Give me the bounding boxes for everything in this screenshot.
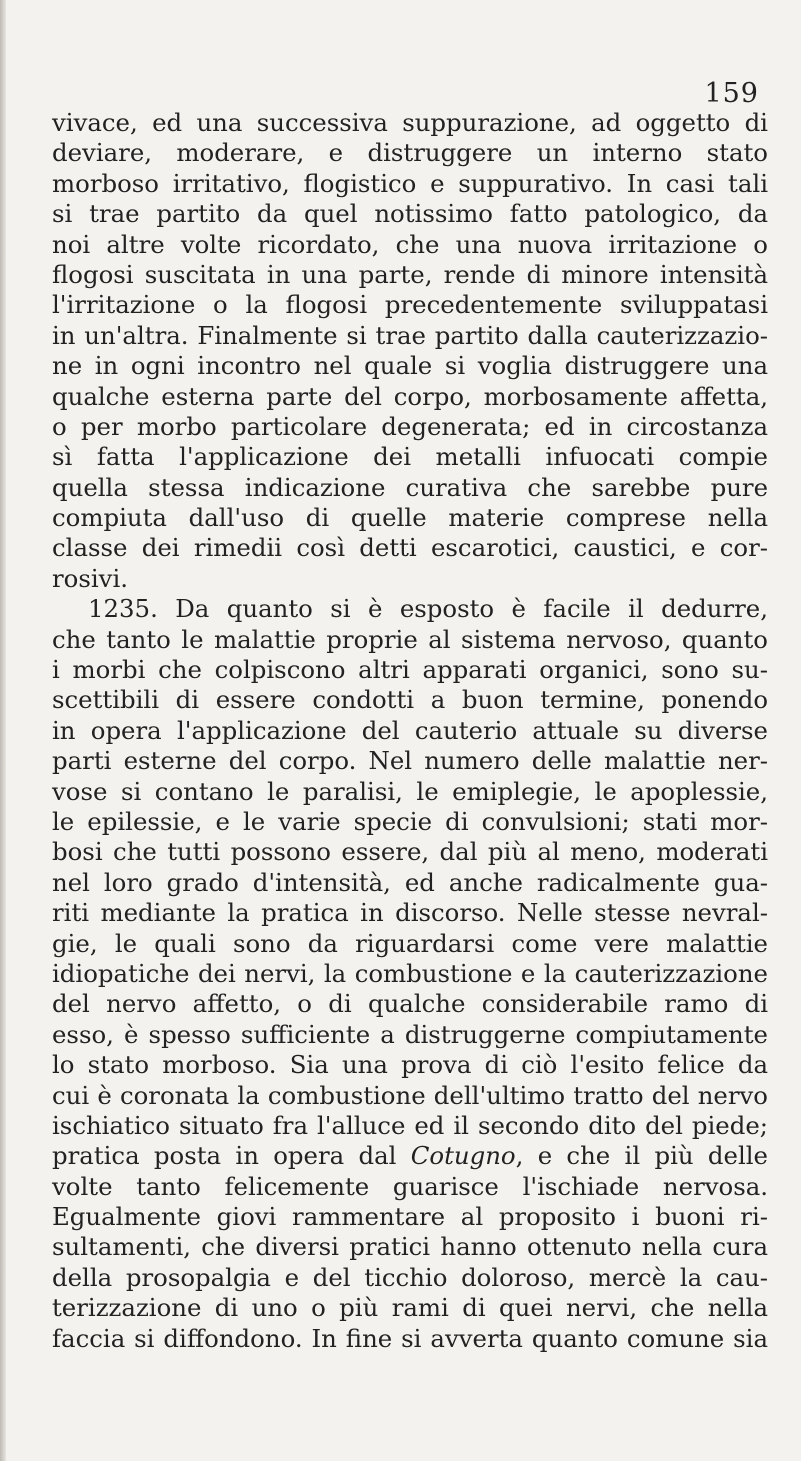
text-line: scettibili di essere condotti a buon termine, ponendo (52, 685, 768, 715)
text-line: vivace, ed una successiva suppurazione, ad oggetto di (52, 108, 768, 137)
text-line: sì fatta l'applicazione dei metalli infuocati compie (52, 442, 768, 472)
text-line: compiuta dall'uso di quelle materie comprese nella (52, 503, 768, 533)
text-line: o per morbo particolare degenerata; ed in circostanza (52, 411, 768, 441)
text-line: ischiatico situato fra l'alluce ed il secondo dito del piede; (52, 1110, 768, 1140)
text-line-with-author (52, 1141, 768, 1171)
text-line: qualche esterna parte del corpo, morbosamente affetta, (52, 381, 768, 411)
text-line: terizzazione di uno o più rami di quei nervi, che nella (52, 1293, 768, 1323)
text-line: flogosi suscitata in una parte, rende di minore intensità (52, 259, 768, 289)
text-line: in un'altra. Finalmente si trae partito dalla cauterizzazio- (52, 320, 768, 350)
text-line: faccia si diffondono. In fine si avverta quanto comune sia (52, 1323, 768, 1353)
text-line: riti mediante la pratica in discorso. Nelle stesse nevral- (52, 898, 768, 928)
text-line: della prosopalgia e del ticchio doloroso, mercè la cau- (52, 1262, 768, 1292)
text-line: gie, le quali sono da riguardarsi come vere malattie (52, 928, 768, 958)
text-line: classe dei rimedii così detti escarotici, caustici, e cor- (52, 533, 768, 563)
text-line: lo stato morboso. Sia una prova di ciò l'esito felice da (52, 1050, 768, 1080)
text-line: del nervo affetto, o di qualche considerabile ramo di (52, 989, 768, 1019)
text-line: in opera l'applicazione del cauterio attuale su diverse (52, 715, 768, 745)
body-text (52, 108, 768, 1354)
text-line: parti esterne del corpo. Nel numero delle malattie ner- (52, 746, 768, 776)
text-line: deviare, moderare, e distruggere un interno stato (52, 138, 768, 168)
text-line: sultamenti, che diversi pratici hanno ottenuto nella cura (52, 1232, 768, 1262)
text-line: i morbi che colpiscono altri apparati organici, sono su- (52, 655, 768, 685)
text-line: vose si contano le paralisi, le emiplegie, le apoplessie, (52, 776, 768, 806)
text-line: noi altre volte ricordato, che una nuova irritazione o (52, 229, 768, 259)
page-binding-edge (0, 0, 6, 1461)
text-line: rosivi. (52, 563, 128, 593)
text-line: Egualmente giovi rammentare al proposito i buoni ri- (52, 1202, 768, 1232)
text-fragment: , e che il più delle (515, 1141, 768, 1171)
text-fragment: pratica posta in opera dal (52, 1141, 411, 1171)
text-line: ne in ogni incontro nel quale si voglia distruggere una (52, 351, 768, 381)
text-line: bosi che tutti possono essere, dal più al meno, moderati (52, 837, 768, 867)
text-line: volte tanto felicemente guarisce l'ischiade nervosa. (52, 1171, 768, 1201)
text-line: si trae partito da quel notissimo fatto patologico, da (52, 199, 768, 229)
page-number: 159 (704, 78, 759, 109)
text-line: quella stessa indicazione curativa che sarebbe pure (52, 472, 768, 502)
text-line: esso, è spesso sufficiente a distruggerne compiutamente (52, 1019, 768, 1049)
text-line: morboso irritativo, flogistico e suppurativo. In casi tali (52, 168, 768, 198)
author-name: Cotugno (410, 1141, 516, 1171)
text-line: cui è coronata la combustione dell'ultimo tratto del nervo (52, 1080, 768, 1110)
text-line: che tanto le malattie proprie al sistema nervoso, quanto (52, 624, 768, 654)
text-line: l'irritazione o la flogosi precedentemente sviluppatasi (52, 290, 768, 320)
text-line: idiopatiche dei nervi, la combustione e la cauterizzazione (52, 958, 768, 988)
text-line: le epilessie, e le varie specie di convulsioni; stati mor- (52, 806, 768, 836)
text-line: nel loro grado d'intensità, ed anche radicalmente gua- (52, 867, 768, 897)
paragraph-start-line: 1235. Da quanto si è esposto è facile il dedurre, (88, 594, 768, 624)
